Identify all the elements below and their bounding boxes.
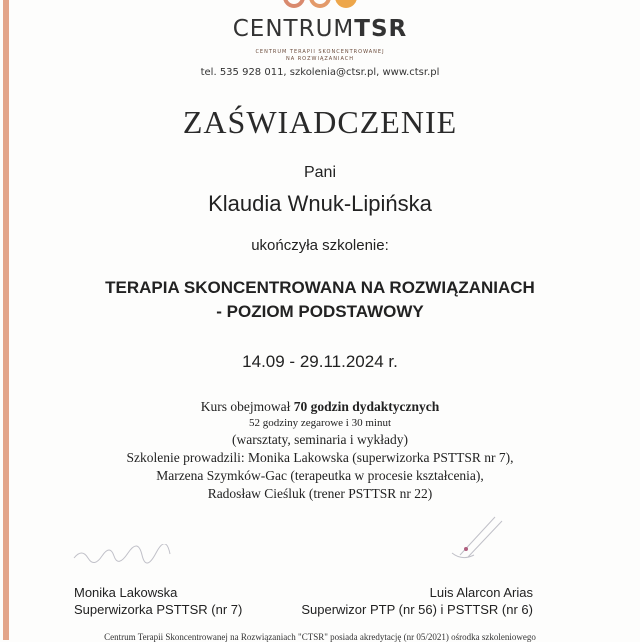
course-title-line1: TERAPIA SKONCENTROWANA NA ROZWIĄZANIACH bbox=[105, 278, 535, 297]
course-dates: 14.09 - 29.11.2024 r. bbox=[242, 352, 398, 371]
clock-hours: 52 godziny zegarowe i 30 minut bbox=[248, 417, 392, 429]
hours-bold: 70 godzin dydaktycznych bbox=[293, 399, 440, 414]
brand-light: CENTRUM bbox=[232, 16, 355, 42]
course-forms: (warsztaty, seminaria i wykłady) bbox=[231, 432, 409, 447]
accreditation-footer: Centrum Terapii Skoncentrowanej na Rozwiązaniach "CTSR" posiada akredytację (nr 05/2021) ośrodka szkoleniowego bbox=[104, 632, 536, 642]
left-signatory-role: Superwizorka PSTTSR (nr 7) bbox=[74, 602, 243, 617]
completed-text: ukończyła szkolenie: bbox=[251, 237, 389, 254]
logo-icon bbox=[283, 0, 357, 8]
trainers-line1: Szkolenie prowadzili: Monika Lakowska (superwizorka PSTTSR nr 7), bbox=[126, 450, 514, 465]
brand-bold: TSR bbox=[354, 16, 408, 42]
trainers-line3: Radosław Cieśluk (trener PSTTSR nr 22) bbox=[207, 486, 433, 501]
signature-left-image bbox=[72, 544, 182, 568]
signature-right bbox=[301, 584, 533, 618]
contact-info: tel. 535 928 011, szkolenia@ctsr.pl, www.ctsr.pl bbox=[200, 67, 440, 78]
right-signatory-role: Superwizor PTP (nr 56) i PSTTSR (nr 6) bbox=[301, 602, 533, 617]
brand-subtitle-2: NA ROZWIĄZANIACH bbox=[285, 56, 355, 62]
left-signatory-name: Monika Lakowska bbox=[74, 585, 178, 600]
salutation: Pani bbox=[303, 164, 337, 181]
course-title-line2: - POZIOM PODSTAWOWY bbox=[216, 302, 424, 321]
right-signatory-name: Luis Alarcon Arias bbox=[429, 585, 533, 600]
course-title bbox=[0, 276, 640, 324]
hours-line bbox=[0, 398, 640, 416]
brand-logo bbox=[0, 16, 640, 42]
brand-subtitle-1: CENTRUM TERAPII SKONCENTROWANEJ bbox=[255, 49, 385, 55]
trainers-line2: Marzena Szymków-Gac (terapeutka w procesie kształcenia), bbox=[156, 468, 484, 483]
certificate-title: ZAŚWIADCZENIE bbox=[182, 104, 458, 140]
signature-right-image bbox=[440, 515, 510, 569]
hours-prefix: Kurs obejmował bbox=[200, 399, 291, 414]
signature-left bbox=[74, 584, 242, 618]
course-info bbox=[0, 398, 640, 503]
recipient-name: Klaudia Wnuk-Lipińska bbox=[208, 191, 432, 216]
